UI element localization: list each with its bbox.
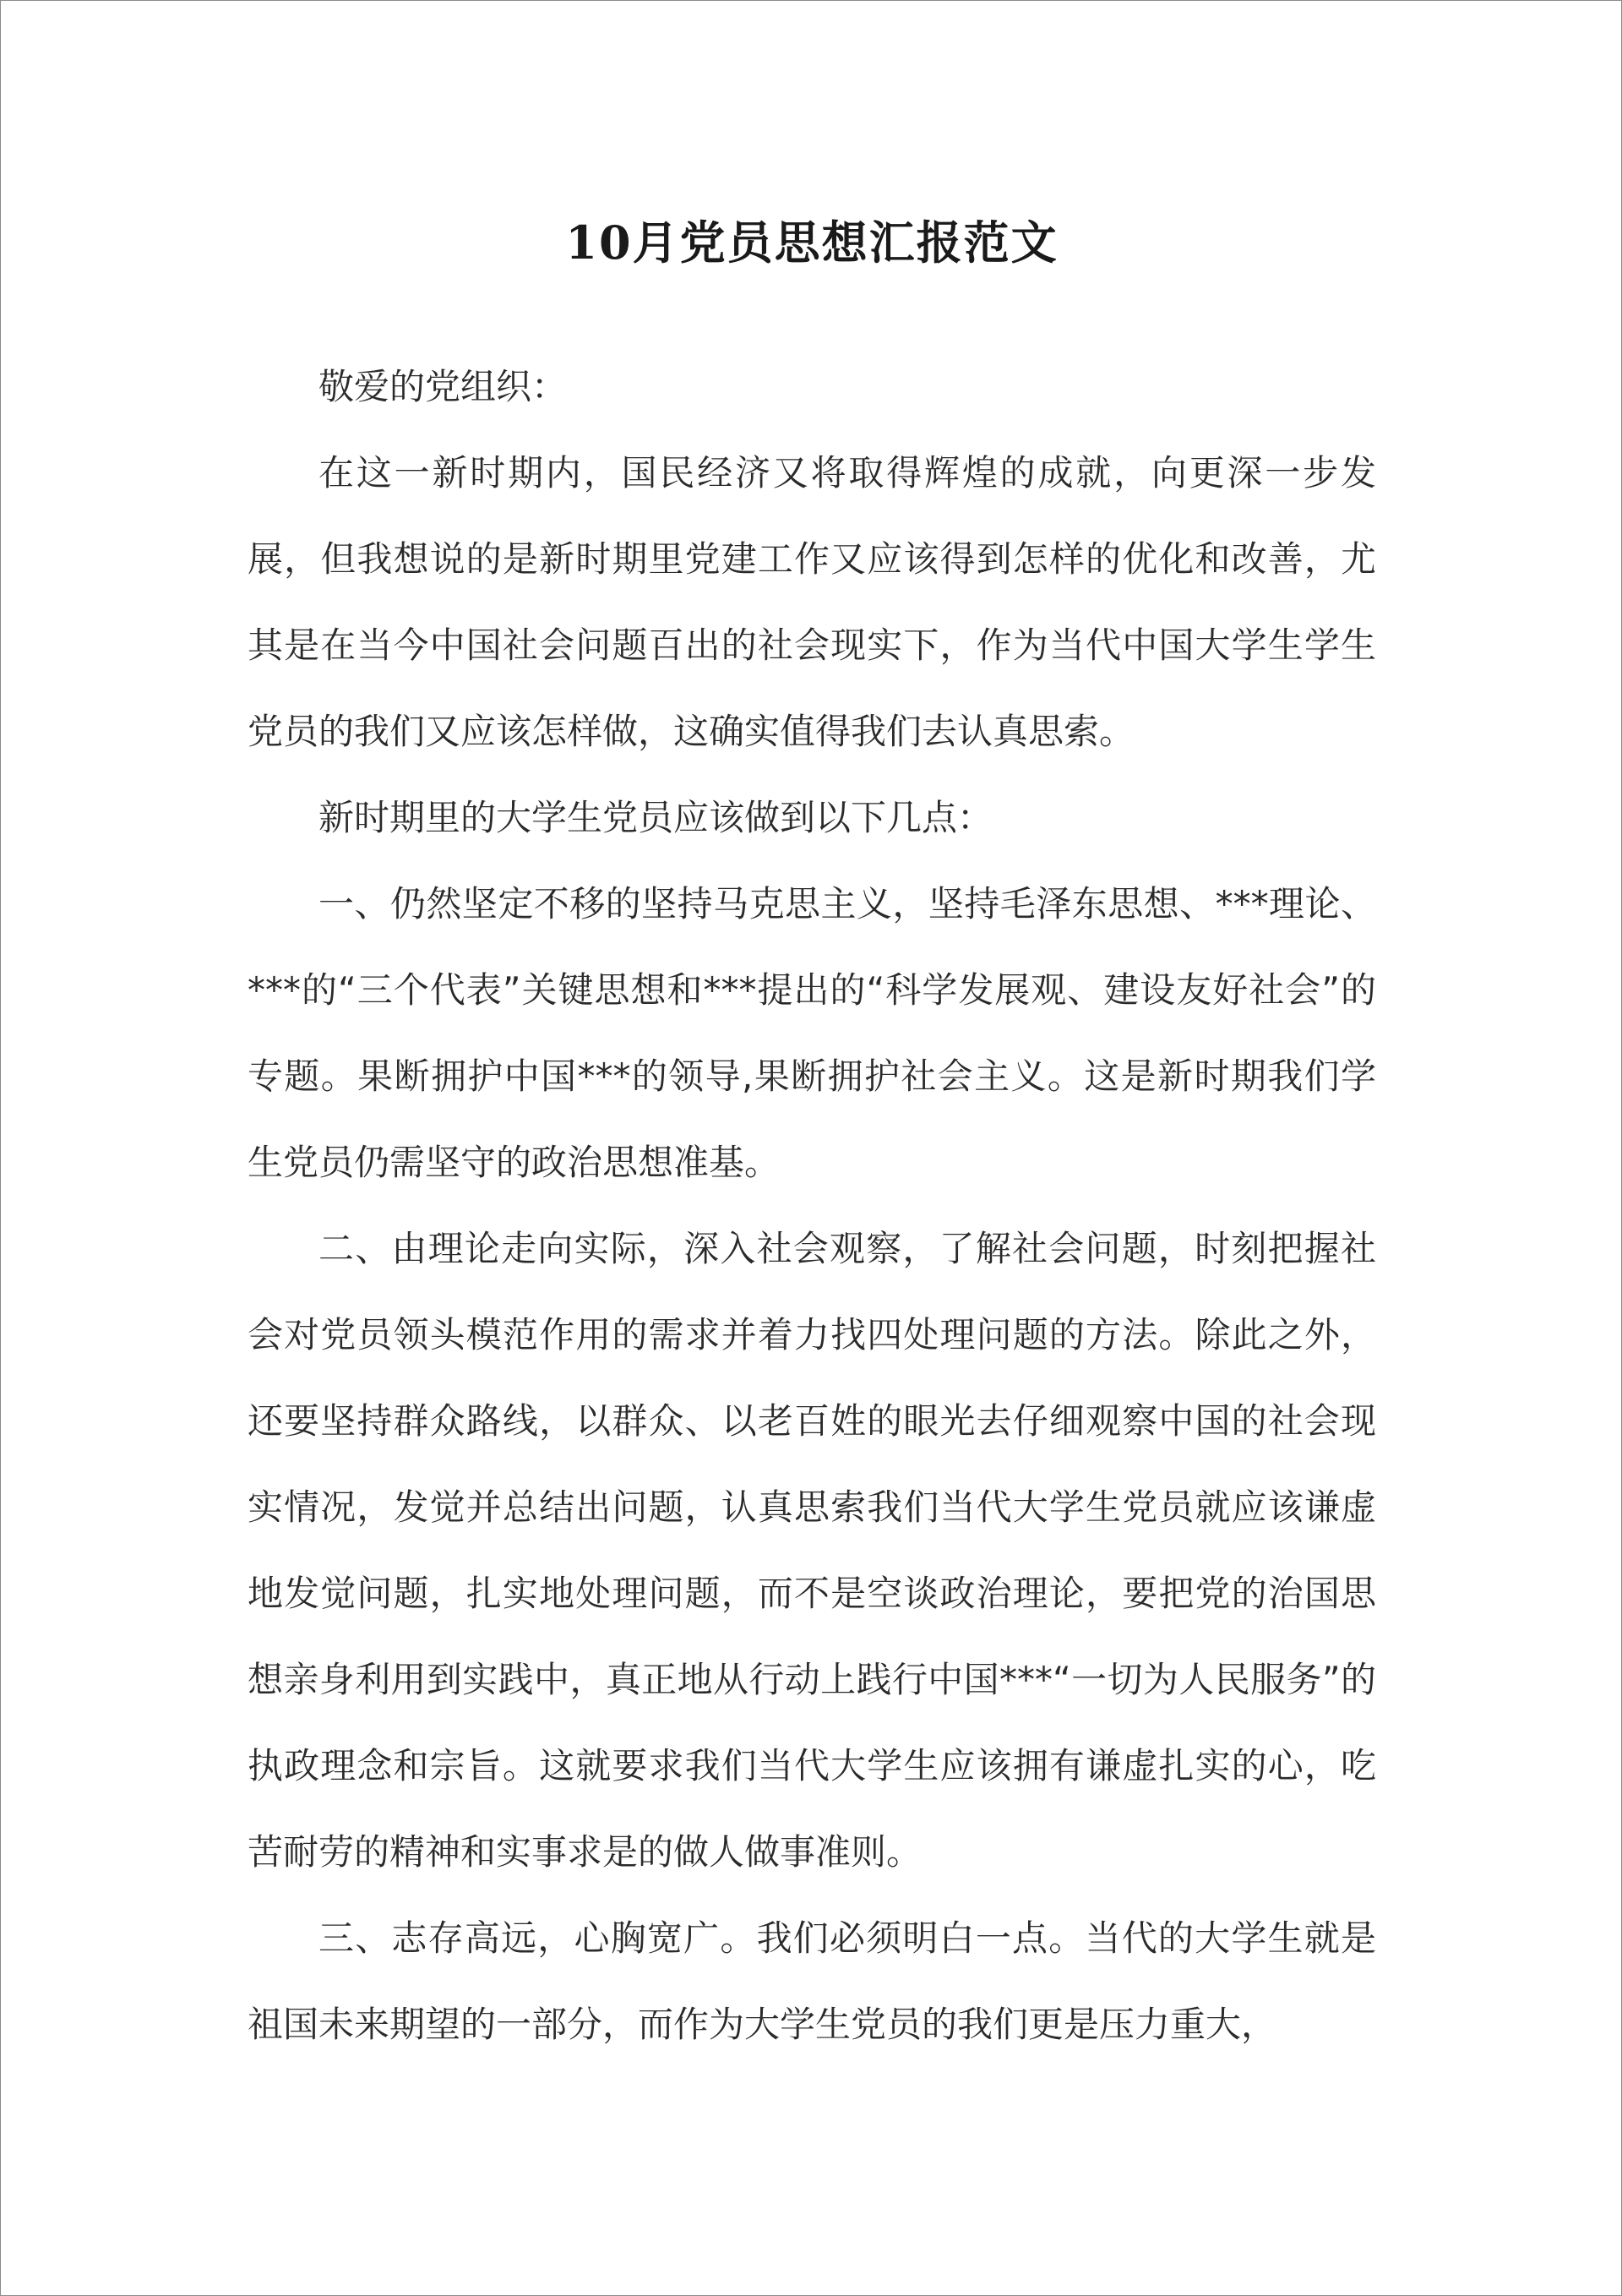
document-body [248, 344, 1376, 2068]
paragraph: 新时期里的大学生党员应该做到以下几点： [318, 797, 993, 838]
paragraph: 三、志存高远，心胸宽广。我们必须明白一点。当代的大学生就是祖国未来期望的一部分，而作为大学生党员的我们更是压力重大， [248, 1917, 1376, 2045]
paragraph: 一、仍然坚定不移的坚持马克思主义，坚持毛泽东思想、***理论、***的“三个代表”关键思想和***提出的“科学发展观、建设友好社会”的专题。果断拥护中国***的领导,果断拥护社会主义。这是新时期我们学生党员仍需坚守的政治思想准基。 [248, 883, 1376, 1183]
paragraph: 在这一新时期内，国民经济又将取得辉煌的成就，向更深一步发展，但我想说的是新时期里党建工作又应该得到怎样的优化和改善，尤其是在当今中国社会问题百出的社会现实下，作为当代中国大学生学生党员的我们又应该怎样做，这确实值得我们去认真思索。 [248, 452, 1376, 752]
salutation: 敬爱的党组织： [318, 366, 568, 407]
document-title: 10月党员思想汇报范文 [565, 215, 1059, 270]
paragraph: 二、由理论走向实际，深入社会观察，了解社会问题，时刻把握社会对党员领头模范作用的需求并着力找四处理问题的方法。除此之外，还要坚持群众路线，以群众、以老百姓的眼光去仔细观察中国的社会现实情况，发觉并总结出问题，认真思索我们当代大学生党员就应该谦虚地发觉问题，扎实地处理问题，而不是空谈政治理论，要把党的治国思想亲身利用到实践中，真正地从行动上践行中国***“一切为人民服务”的执政理念和宗旨。这就要求我们当代大学生应该拥有谦虚扎实的心，吃苦耐劳的精神和实事求是的做人做事准则。 [248, 1228, 1376, 1873]
